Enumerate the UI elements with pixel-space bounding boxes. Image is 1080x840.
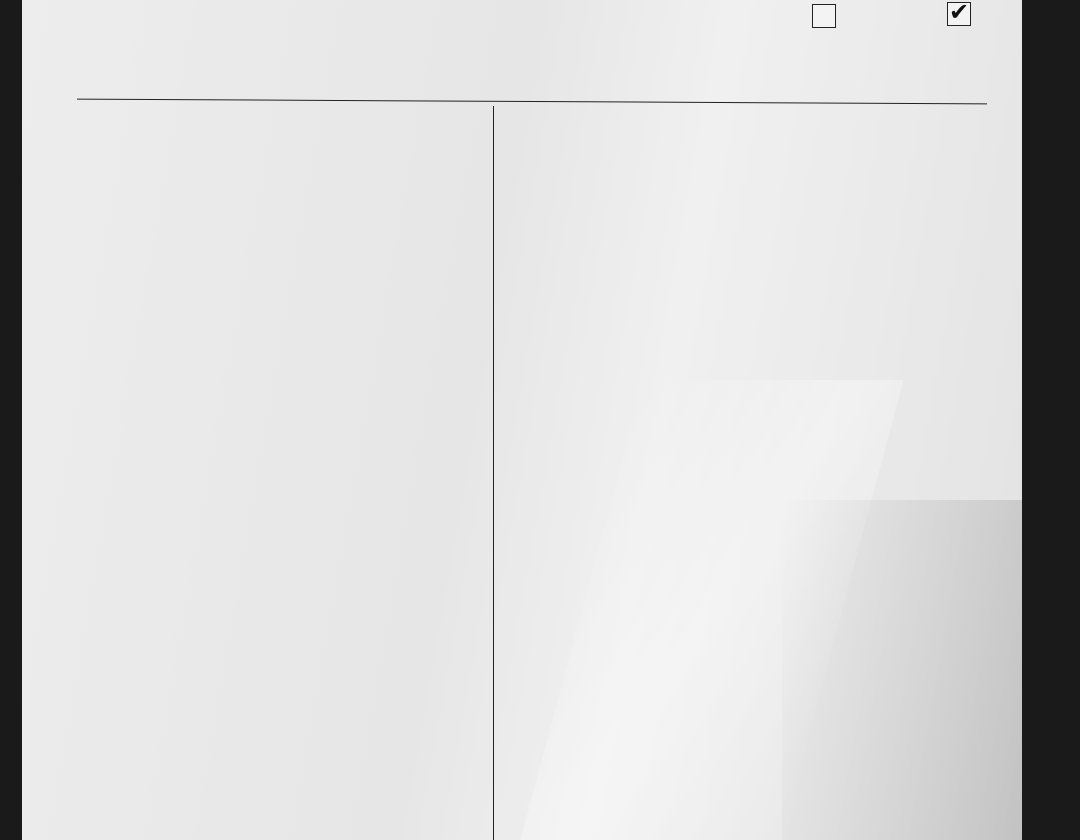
yes-checkbox[interactable] (812, 4, 836, 28)
glare (520, 380, 903, 840)
header-divider (77, 99, 987, 105)
shadow (782, 500, 1022, 840)
no-checkbox-checked[interactable] (947, 2, 971, 26)
inspection-form (22, 0, 1022, 840)
column-divider (493, 106, 494, 840)
checkmark-icon: ✔ (948, 0, 970, 26)
